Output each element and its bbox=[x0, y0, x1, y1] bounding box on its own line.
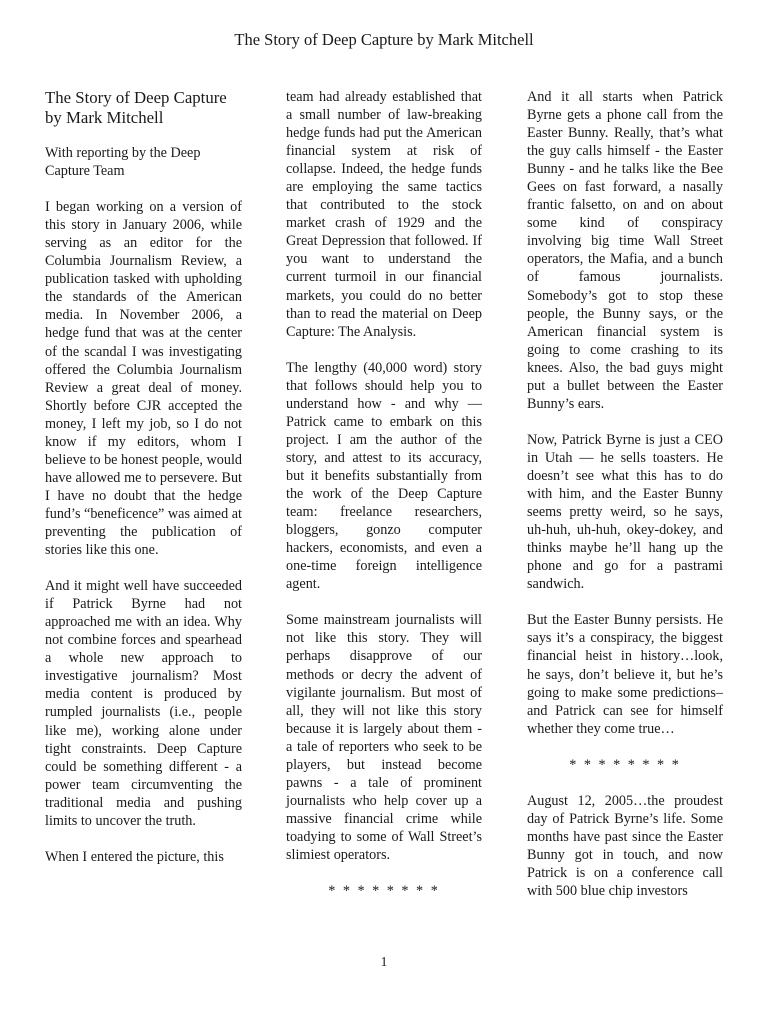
article-title: The Story of Deep Capture by Mark Mitchell bbox=[45, 88, 227, 127]
section-separator: * * * * * * * * bbox=[328, 883, 440, 900]
paragraph: But the Easter Bunny persists. He says it’s a conspiracy, the biggest financial heist in history…look, he says, don’t believe it, but he’s going to make some predictions–and Patrick can see for himself whether they come true… bbox=[527, 612, 723, 737]
paragraph: August 12, 2005…the proudest day of Patrick Byrne’s life. Some months have past since the Easter Bunny got in touch, and now Patrick is on a conference call with 500 blue chip investors bbox=[527, 792, 723, 900]
byline: With reporting by the Deep Capture Team bbox=[45, 145, 201, 180]
paragraph: And it might well have succeeded if Patrick Byrne had not approached me with an idea. Why not combine forces and spearhead a whole new approach to investigative journalism? Most media content is produced by rumpled journalists (i.e., people like me), working alone under tight constraints. Deep Capture could be something different - a power team circumventing the traditional media and pushing limits to uncover the truth. bbox=[45, 578, 242, 829]
paragraph: Some mainstream journalists will not like this story. They will perhaps disapprove of our methods or decry the advent of vigilante journalism. But most of all, they will not like this story because it is largely about them - a tale of reporters who seek to be players, but instead become pawns - a tale of prominent journalists who help cover up a massive financial crime while toadying to some of Wall Street’s slimiest operators. bbox=[286, 612, 482, 863]
page-number: 1 bbox=[380, 954, 388, 969]
paragraph: When I entered the picture, this bbox=[45, 848, 224, 865]
column-2 bbox=[286, 88, 482, 900]
column-1 bbox=[45, 88, 242, 866]
paragraph: Now, Patrick Byrne is just a CEO in Utah — he sells toasters. He doesn’t see what this has to do with him, and the Easter Bunny seems pretty weird, so he says, uh-huh, uh-huh, okey-dokey, and thinks maybe he’ll hang up the phone and go for a pastrami sandwich. bbox=[527, 431, 723, 593]
paragraph: And it all starts when Patrick Byrne gets a phone call from the Easter Bunny. Really, that’s what the guy calls himself - the Easter Bunny - and he talks like the Bee Gees on fast forward, a nasally frantic falsetto, on and on about some kind of conspiracy involving big time Wall Street operators, the Mafia, and a bunch of famous journalists. Somebody’s got to stop these people, the Bunny says, or the American financial system is going to come crashing to its knees. Also, the bad guys might put a bullet between the Easter Bunny’s ears. bbox=[527, 89, 723, 412]
section-separator: * * * * * * * * bbox=[569, 756, 681, 773]
paragraph: I began working on a version of this story in January 2006, while serving as an editor for the Columbia Journalism Review, a publication tasked with upholding the standards of the American media. In November 2006, a hedge fund that was at the center of the scandal I was investigating offered the Columbia Journalism Review a great deal of money. Shortly before CJR accepted the money, I left my job, so I do not know if my editors, whom I believe to be honest people, would have allowed me to persevere. But I have no doubt that the hedge fund’s “beneficence” was aimed at preventing the publication of stories like this one. bbox=[45, 199, 242, 559]
paragraph: team had already established that a small number of law-breaking hedge funds had put the American financial system at risk of collapse. Indeed, the hedge funds are employing the same tactics that contributed to the stock market crash of 1929 and the Great Depression that followed. If you want to understand the current turmoil in our financial markets, you could do no better than to read the material on Deep Capture: The Analysis. bbox=[286, 89, 482, 340]
running-title: The Story of Deep Capture by Mark Mitchell bbox=[234, 30, 534, 49]
paragraph: The lengthy (40,000 word) story that follows should help you to understand how - and why — Patrick came to embark on this project. I am the author of the story, and attest to its accuracy, but it benefits substantially from the work of the Deep Capture team: freelance researchers, bloggers, gonzo computer hackers, economists, and even a one-time foreign intelligence agent. bbox=[286, 359, 482, 593]
column-3 bbox=[527, 88, 723, 900]
